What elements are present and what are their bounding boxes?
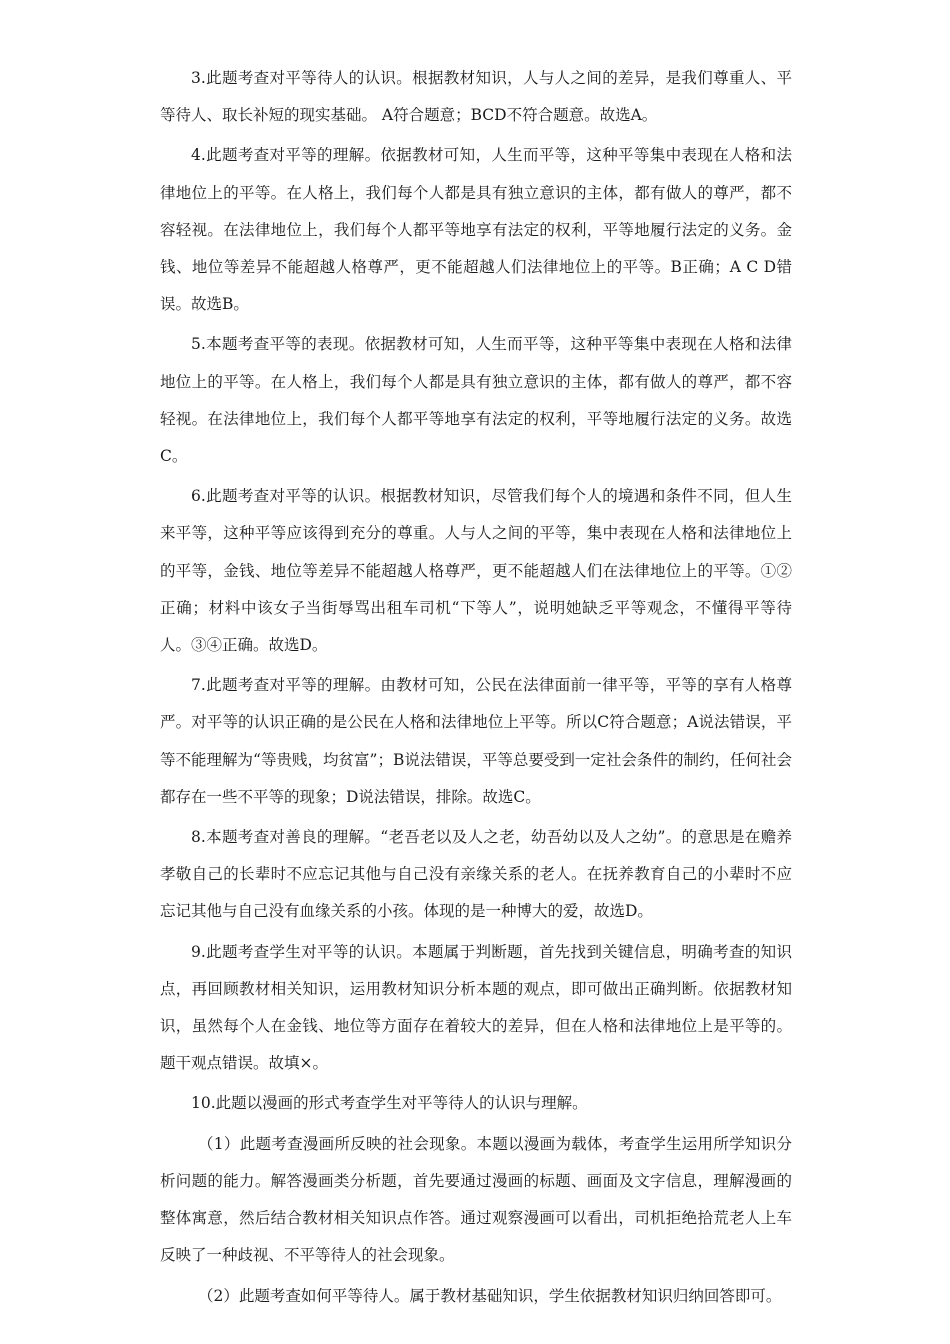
explanation-q9: 9.此题考查学生对平等的认识。本题属于判断题，首先找到关键信息，明确考查的知识点，再回顾教材相关知识，运用教材知识分析本题的观点，即可做出正确判断。依据教材知识，虽然每个人在金钱、地位等方面存在着较大的差异，但在人格和法律地位上是平等的。题干观点错误。故填×。 bbox=[160, 942, 792, 1073]
explanation-q8: 8.本题考查对善良的理解。“老吾老以及人之老，幼吾幼以及人之幼”。的意思是在赡养孝敬自己的长辈时不应忘记其他与自己没有亲缘关系的老人。在抚养教育自己的小辈时不应忘记其他与自己没有血缘关系的小孩。体现的是一种博大的爱，故选D。 bbox=[160, 828, 792, 921]
answer-explanations bbox=[160, 60, 792, 1318]
explanation-q10-part1: （1）此题考查漫画所反映的社会现象。本题以漫画为载体，考查学生运用所学知识分析问题的能力。解答漫画类分析题，首先要通过漫画的标题、画面及文字信息，理解漫画的整体寓意，然后结合教材相关知识点作答。通过观察漫画可以看出，司机拒绝拾荒老人上车反映了一种歧视、不平等待人的社会现象。 bbox=[160, 1134, 792, 1265]
explanation-q6: 6.此题考查对平等的认识。根据教材知识，尽管我们每个人的境遇和条件不同，但人生来平等，这种平等应该得到充分的尊重。人与人之间的平等，集中表现在人格和法律地位上的平等，金钱、地位等差异不能超越人格尊严，更不能超越人们在法律地位上的平等。①②正确；材料中该女子当街辱骂出租车司机“下等人”，说明她缺乏平等观念，不懂得平等待人。③④正确。故选D。 bbox=[160, 487, 792, 655]
explanation-q7: 7.此题考查对平等的理解。由教材可知，公民在法律面前一律平等，平等的享有人格尊严。对平等的认识正确的是公民在人格和法律地位上平等。所以C符合题意；A说法错误，平等不能理解为“等贵贱，均贫富”；B说法错误，平等总要受到一定社会条件的制约，任何社会都存在一些不平等的现象；D说法错误，排除。故选C。 bbox=[160, 676, 792, 806]
explanation-q10-part2: （2）此题考查如何平等待人。属于教材基础知识，学生依据教材知识归纳回答即可。 bbox=[198, 1286, 782, 1305]
explanation-q4: 4.此题考查对平等的理解。依据教材可知，人生而平等，这种平等集中表现在人格和法律地位上的平等。在人格上，我们每个人都是具有独立意识的主体，都有做人的尊严，都不容轻视。在法律地位上，我们每个人都平等地享有法定的权利，平等地履行法定的义务。金钱、地位等差异不能超越人格尊严，更不能超越人们法律地位上的平等。B正确；A C D错误。故选B。 bbox=[160, 146, 792, 314]
explanation-q3: 3.此题考查对平等待人的认识。根据教材知识，人与人之间的差异，是我们尊重人、平等待人、取长补短的现实基础。 A符合题意；BCD不符合题意。故选A。 bbox=[160, 69, 792, 125]
explanation-q10: 10.此题以漫画的形式考查学生对平等待人的认识与理解。 bbox=[191, 1094, 588, 1113]
explanation-q5: 5.本题考查平等的表现。依据教材可知，人生而平等，这种平等集中表现在人格和法律地位上的平等。在人格上，我们每个人都是具有独立意识的主体，都有做人的尊严，都不容轻视。在法律地位上，我们每个人都平等地享有法定的权利，平等地履行法定的义务。故选C。 bbox=[160, 335, 792, 466]
